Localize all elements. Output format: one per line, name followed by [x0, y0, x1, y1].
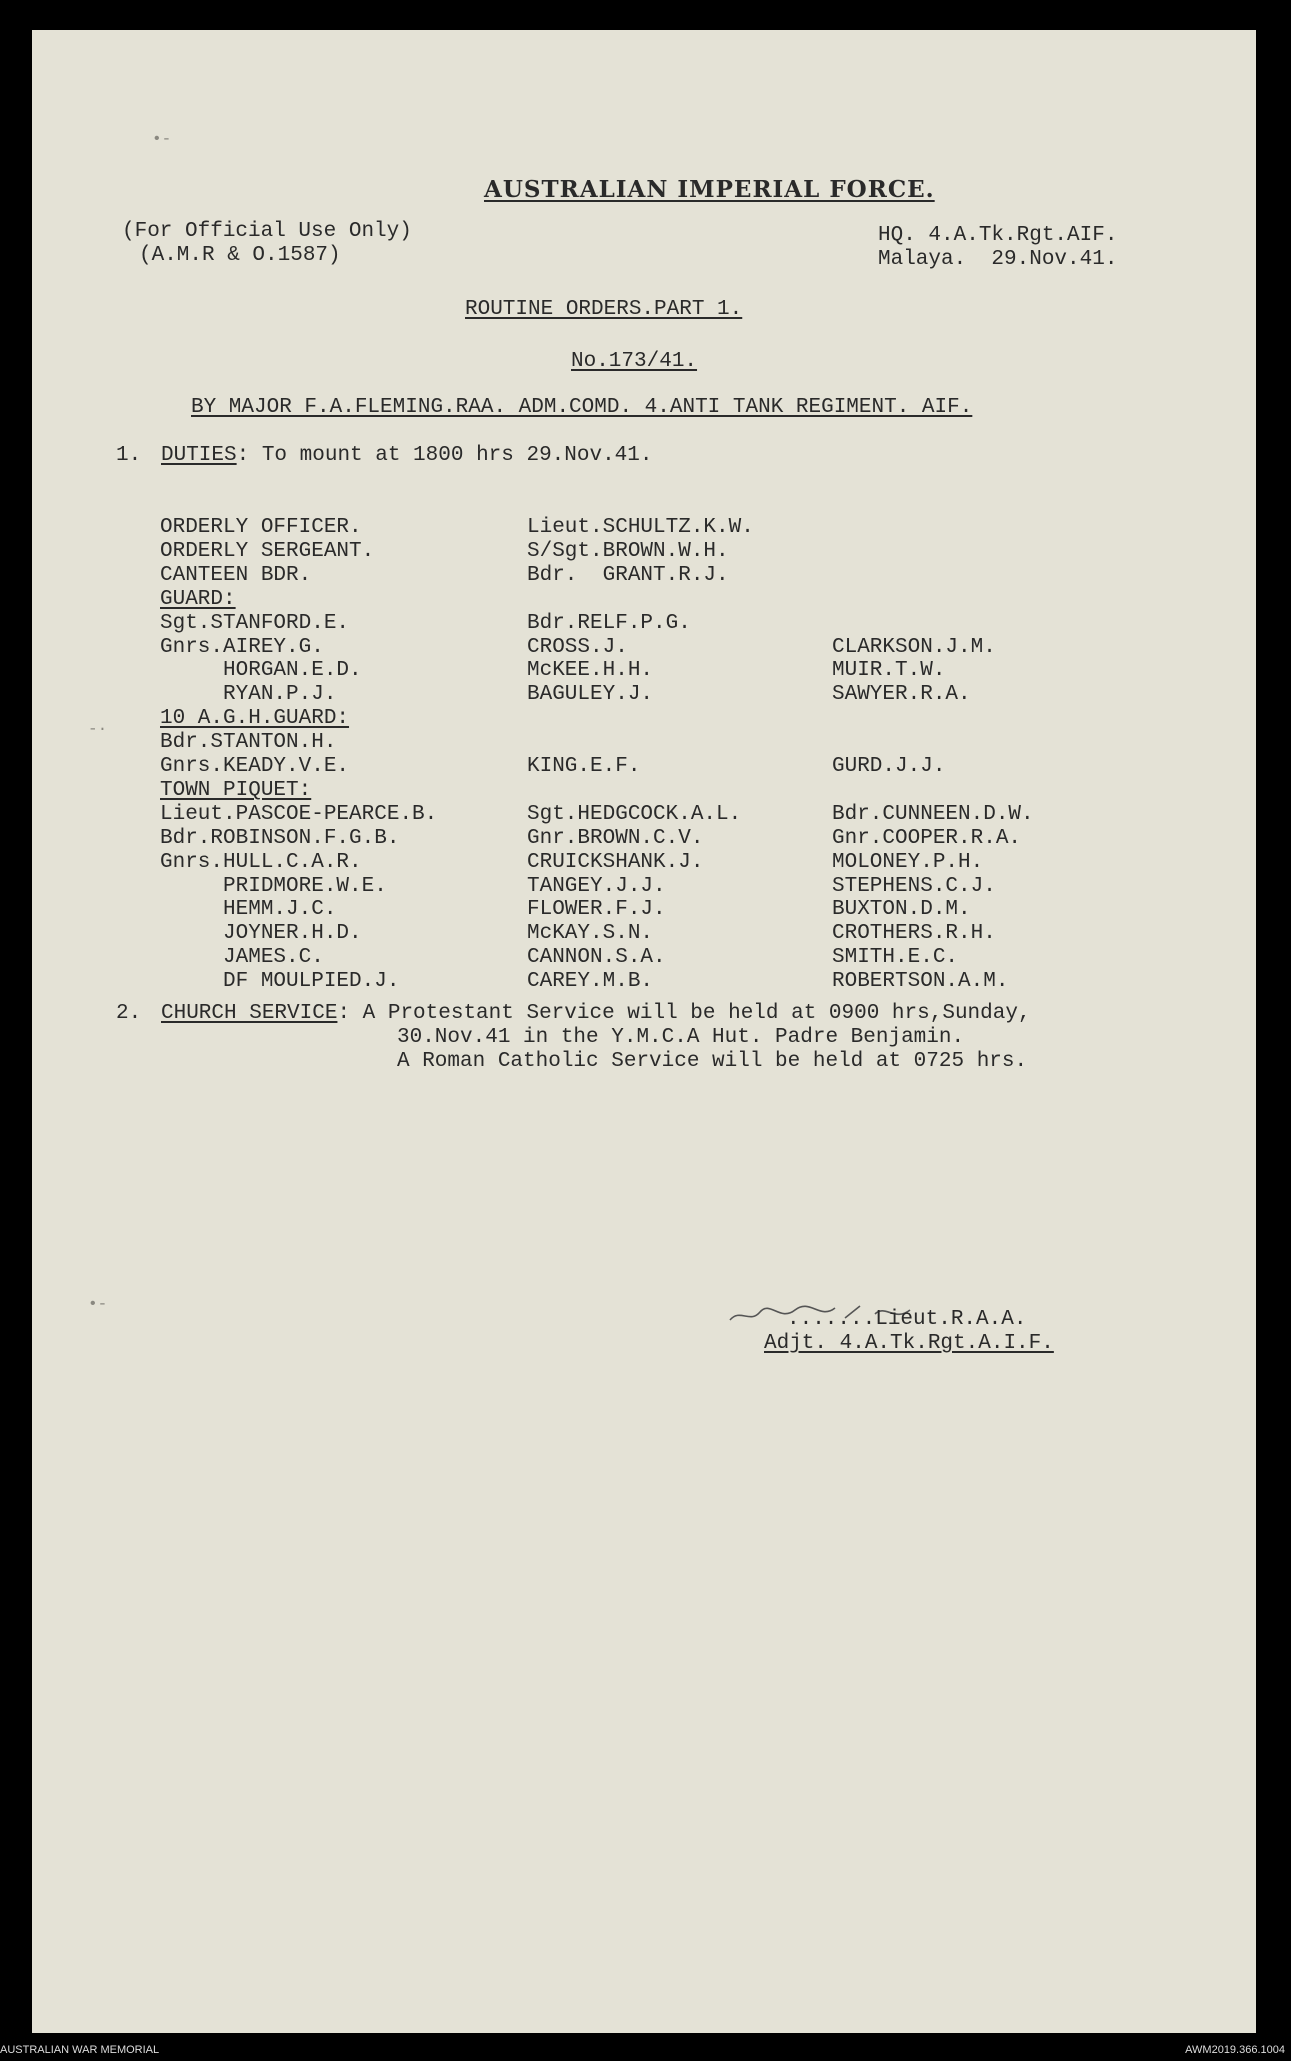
item2-text-line1: : A Protestant Service will be held at 0900 hrs,Sunday, — [337, 1002, 1031, 1025]
footer-archive-name: AUSTRALIAN WAR MEMORIAL — [0, 2044, 160, 2056]
roster-row-7-col-c: SAWYER.R.A. — [832, 683, 971, 706]
roster-row-15-col-b: TANGEY.J.J. — [527, 875, 666, 898]
roster-row-19-col-b: CAREY.M.B. — [527, 970, 654, 993]
orders-number: No.173/41. — [571, 350, 698, 373]
roster-row-14-col-a: Gnrs.HULL.C.A.R. — [160, 851, 362, 874]
roster-row-9-col-a: Bdr.STANTON.H. — [160, 731, 337, 754]
document-page — [32, 30, 1256, 2033]
orders-title: ROUTINE ORDERS.PART 1. — [465, 298, 743, 321]
item2-line2: 30.Nov.41 in the Y.M.C.A Hut. Padre Benjamin. — [397, 1026, 965, 1049]
roster-row-10-col-a: Gnrs.KEADY.V.E. — [160, 755, 350, 778]
roster-row-16-col-b: FLOWER.F.J. — [527, 898, 666, 921]
document-title: AUSTRALIAN IMPERIAL FORCE. — [484, 176, 935, 203]
punch-mark-top: •- — [152, 130, 172, 148]
roster-row-18-col-a: JAMES.C. — [160, 946, 324, 969]
by-line: BY MAJOR F.A.FLEMING.RAA. ADM.COMD. 4.ANTI TANK REGIMENT. AIF. — [191, 396, 973, 419]
roster-row-1-col-b: S/Sgt.BROWN.W.H. — [527, 540, 729, 563]
item1-heading: DUTIES — [161, 444, 237, 467]
roster-row-16-col-c: BUXTON.D.M. — [832, 898, 971, 921]
roster-row-17-col-b: McKAY.S.N. — [527, 922, 654, 945]
roster-row-10-col-b: KING.E.F. — [527, 755, 641, 778]
roster-row-4-col-b: Bdr.RELF.P.G. — [527, 612, 691, 635]
footer-archive-reference: AWM2019.366.1004 — [1185, 2044, 1285, 2056]
roster-row-7-col-a: RYAN.P.J. — [160, 683, 337, 706]
roster-row-6-col-c: MUIR.T.W. — [832, 659, 946, 682]
roster-row-17-col-a: JOYNER.H.D. — [160, 922, 362, 945]
roster-row-17-col-c: CROTHERS.R.H. — [832, 922, 996, 945]
roster-row-18-col-c: SMITH.E.C. — [832, 946, 959, 969]
item1-number: 1. — [116, 444, 142, 467]
item1-heading-line — [161, 444, 653, 468]
roster-row-13-col-a: Bdr.ROBINSON.F.G.B. — [160, 827, 400, 850]
item2-line3: A Roman Catholic Service will be held at 0725 hrs. — [397, 1050, 1028, 1073]
roster-row-5-col-a: Gnrs.AIREY.G. — [160, 636, 324, 659]
roster-row-2-col-b: Bdr. GRANT.R.J. — [527, 564, 729, 587]
roster-row-0-col-b: Lieut.SCHULTZ.K.W. — [527, 516, 754, 539]
signature-rank: .......Lieut.R.A.A. — [787, 1308, 1027, 1331]
roster-row-12-col-b: Sgt.HEDGCOCK.A.L. — [527, 803, 742, 826]
roster-row-7-col-b: BAGULEY.J. — [527, 683, 654, 706]
hq-label: HQ. 4.A.Tk.Rgt.AIF. — [878, 224, 1118, 247]
roster-row-10-col-c: GURD.J.J. — [832, 755, 946, 778]
roster-row-11-col-a: TOWN PIQUET: — [160, 779, 312, 802]
roster-row-12-col-c: Bdr.CUNNEEN.D.W. — [832, 803, 1034, 826]
reference-label: (A.M.R & O.1587) — [139, 244, 341, 267]
roster-row-6-col-b: McKEE.H.H. — [527, 659, 654, 682]
roster-row-14-col-c: MOLONEY.P.H. — [832, 851, 984, 874]
punch-mark-lower: •- — [88, 1295, 108, 1313]
location-date: Malaya. 29.Nov.41. — [878, 248, 1118, 271]
item2-heading: CHURCH SERVICE — [161, 1002, 338, 1025]
roster-row-1-col-a: ORDERLY SERGEANT. — [160, 540, 375, 563]
roster-row-19-col-a: DF MOULPIED.J. — [160, 970, 400, 993]
roster-row-13-col-b: Gnr.BROWN.C.V. — [527, 827, 704, 850]
punch-mark-middle: -· — [88, 720, 108, 738]
roster-row-13-col-c: Gnr.COOPER.R.A. — [832, 827, 1022, 850]
roster-row-5-col-b: CROSS.J. — [527, 636, 628, 659]
roster-row-5-col-c: CLARKSON.J.M. — [832, 636, 996, 659]
item1-text: : To mount at 1800 hrs 29.Nov.41. — [236, 444, 653, 467]
roster-row-2-col-a: CANTEEN BDR. — [160, 564, 312, 587]
item2-number: 2. — [116, 1002, 142, 1025]
item2-line1 — [161, 1002, 1031, 1026]
signature-appointment: Adjt. 4.A.Tk.Rgt.A.I.F. — [764, 1332, 1054, 1355]
roster-row-6-col-a: HORGAN.E.D. — [160, 659, 362, 682]
roster-row-16-col-a: HEMM.J.C. — [160, 898, 337, 921]
classification-label: (For Official Use Only) — [122, 220, 412, 243]
roster-row-19-col-c: ROBERTSON.A.M. — [832, 970, 1009, 993]
roster-row-0-col-a: ORDERLY OFFICER. — [160, 516, 362, 539]
roster-row-12-col-a: Lieut.PASCOE-PEARCE.B. — [160, 803, 438, 826]
roster-row-15-col-c: STEPHENS.C.J. — [832, 875, 996, 898]
roster-row-8-col-a: 10 A.G.H.GUARD: — [160, 707, 350, 730]
roster-row-15-col-a: PRIDMORE.W.E. — [160, 875, 387, 898]
roster-row-3-col-a: GUARD: — [160, 588, 236, 611]
roster-row-18-col-b: CANNON.S.A. — [527, 946, 666, 969]
roster-row-4-col-a: Sgt.STANFORD.E. — [160, 612, 350, 635]
roster-row-14-col-b: CRUICKSHANK.J. — [527, 851, 704, 874]
